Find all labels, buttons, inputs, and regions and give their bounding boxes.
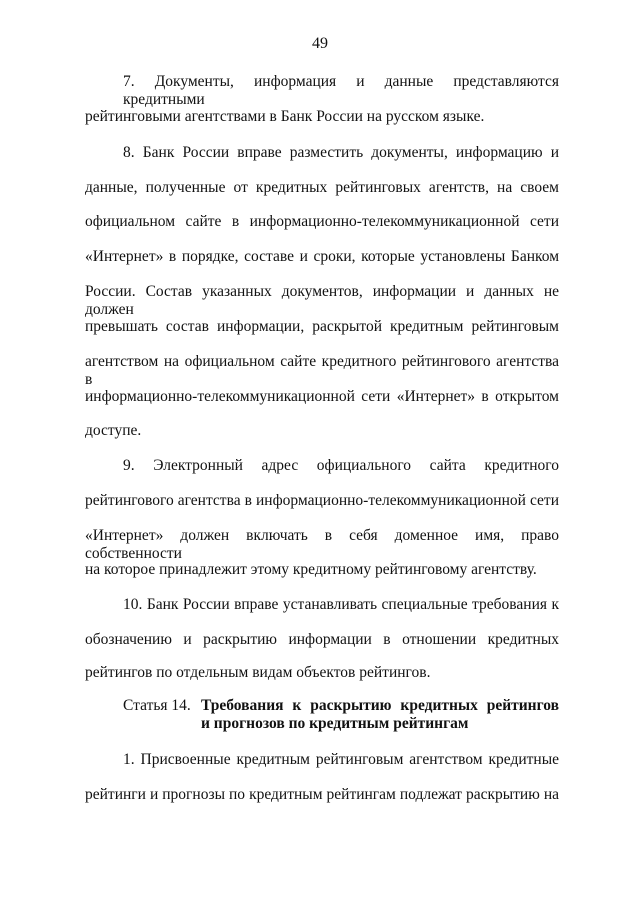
paragraph-8-line: «Интернет» в порядке, составе и сроки, которые установлены Банком bbox=[85, 248, 559, 265]
paragraph-7-line: 7. Документы, информация и данные представляются кредитными bbox=[123, 73, 559, 108]
paragraph-8-line: доступе. bbox=[85, 422, 142, 439]
article-14-paragraph-1-line: рейтинги и прогнозы по кредитным рейтингам подлежат раскрытию на bbox=[85, 786, 559, 803]
paragraph-9-line: на которое принадлежит этому кредитному рейтинговому агентству. bbox=[85, 561, 537, 578]
paragraph-9-line: рейтингового агентства в информационно-телекоммуникационной сети bbox=[85, 492, 559, 509]
paragraph-8-line: данные, полученные от кредитных рейтинговых агентств, на своем bbox=[85, 179, 559, 196]
paragraph-7-line: рейтинговыми агентствами в Банк России на русском языке. bbox=[85, 108, 485, 125]
page-number: 49 bbox=[312, 35, 328, 52]
article-14-paragraph-1-line: 1. Присвоенные кредитным рейтинговым агентством кредитные bbox=[123, 751, 559, 768]
paragraph-10-line: рейтингов по отдельным видам объектов рейтингов. bbox=[85, 664, 431, 681]
article-label: Статья 14. bbox=[123, 697, 191, 714]
paragraph-10-line: обозначению и раскрытию информации в отношении кредитных bbox=[85, 631, 559, 648]
paragraph-8-line: информационно-телекоммуникационной сети «Интернет» в открытом bbox=[85, 388, 559, 405]
paragraph-8-line: агентством на официальном сайте кредитного рейтингового агентства в bbox=[85, 353, 559, 388]
paragraph-8-line: 8. Банк России вправе разместить документы, информацию и bbox=[123, 144, 559, 161]
article-title-line1: Требования к раскрытию кредитных рейтингов bbox=[201, 697, 559, 714]
article-title-line2: и прогнозов по кредитным рейтингам bbox=[201, 715, 469, 732]
paragraph-8-line: официальном сайте в информационно-телекоммуникационной сети bbox=[85, 213, 559, 230]
paragraph-10-line: 10. Банк России вправе устанавливать специальные требования к bbox=[123, 596, 559, 613]
paragraph-8-line: России. Состав указанных документов, информации и данных не должен bbox=[85, 283, 559, 318]
paragraph-9-line: «Интернет» должен включать в себя доменное имя, право собственности bbox=[85, 527, 559, 562]
paragraph-8-line: превышать состав информации, раскрытой кредитным рейтинговым bbox=[85, 318, 559, 335]
paragraph-9-line: 9. Электронный адрес официального сайта кредитного bbox=[123, 457, 559, 474]
